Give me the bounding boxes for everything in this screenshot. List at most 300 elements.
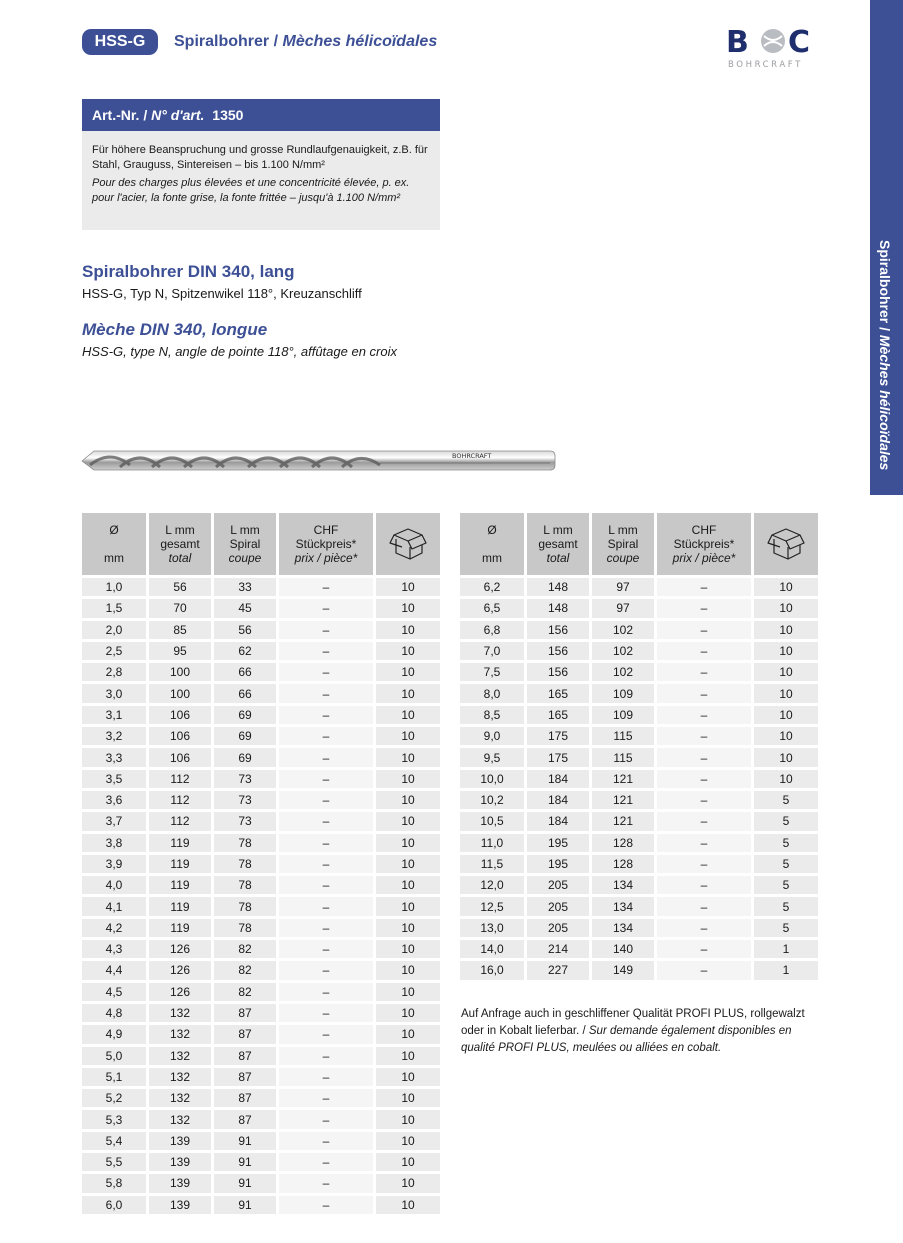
- col-total-length: L mm gesamt total: [527, 513, 589, 575]
- cell-total-length: 119: [149, 919, 211, 937]
- cell-total-length: 184: [527, 812, 589, 830]
- cell-flute-length: 45: [214, 599, 276, 617]
- drill-bit-image: [80, 443, 558, 478]
- cell-diameter: 6,8: [460, 621, 524, 639]
- cell-total-length: 205: [527, 919, 589, 937]
- cell-price: –: [657, 834, 751, 852]
- cell-diameter: 3,9: [82, 855, 146, 873]
- cell-price: –: [279, 1047, 373, 1065]
- table-row: [82, 961, 440, 979]
- cell-price: –: [279, 642, 373, 660]
- cell-pack-qty: 10: [754, 748, 818, 766]
- cell-total-length: 132: [149, 1004, 211, 1022]
- cell-total-length: 148: [527, 578, 589, 596]
- cell-diameter: 4,8: [82, 1004, 146, 1022]
- table-row: [82, 855, 440, 873]
- cell-price: –: [657, 961, 751, 979]
- article-number-bar: [82, 99, 440, 131]
- cell-price: –: [657, 812, 751, 830]
- table-row: [460, 663, 818, 681]
- cell-total-length: 175: [527, 748, 589, 766]
- table-row: [82, 1132, 440, 1150]
- cell-pack-qty: 10: [376, 1004, 440, 1022]
- cell-price: –: [279, 684, 373, 702]
- table-row: [460, 684, 818, 702]
- cell-flute-length: 69: [214, 748, 276, 766]
- box-icon: [766, 525, 806, 561]
- cell-flute-length: 102: [592, 663, 654, 681]
- cell-flute-length: 73: [214, 812, 276, 830]
- table-row: [460, 940, 818, 958]
- cell-flute-length: 78: [214, 897, 276, 915]
- page-title: [174, 33, 437, 51]
- cell-diameter: 11,5: [460, 855, 524, 873]
- cell-price: –: [279, 748, 373, 766]
- cell-flute-length: 121: [592, 770, 654, 788]
- cell-diameter: 10,2: [460, 791, 524, 809]
- table-row: [82, 1068, 440, 1086]
- cell-price: –: [279, 983, 373, 1001]
- cell-total-length: 119: [149, 834, 211, 852]
- cell-total-length: 106: [149, 706, 211, 724]
- cell-pack-qty: 10: [376, 1047, 440, 1065]
- cell-pack-qty: 10: [754, 599, 818, 617]
- table-row: [82, 663, 440, 681]
- article-description: [82, 131, 440, 206]
- cell-total-length: 100: [149, 684, 211, 702]
- svg-text:C: C: [788, 25, 811, 60]
- cell-diameter: 10,0: [460, 770, 524, 788]
- table-row: [82, 727, 440, 745]
- cell-diameter: 5,4: [82, 1132, 146, 1150]
- table-row: [460, 897, 818, 915]
- cell-pack-qty: 10: [376, 1068, 440, 1086]
- col-total-length: L mm gesamt total: [149, 513, 211, 575]
- table-row: [82, 919, 440, 937]
- cell-total-length: 139: [149, 1174, 211, 1192]
- cell-pack-qty: 10: [376, 812, 440, 830]
- cell-diameter: 4,0: [82, 876, 146, 894]
- cell-flute-length: 91: [214, 1153, 276, 1171]
- cell-total-length: 156: [527, 621, 589, 639]
- table-row: [82, 1025, 440, 1043]
- cell-total-length: 165: [527, 684, 589, 702]
- cell-diameter: 8,0: [460, 684, 524, 702]
- cell-price: –: [279, 791, 373, 809]
- table-row: [460, 599, 818, 617]
- cell-diameter: 10,5: [460, 812, 524, 830]
- cell-price: –: [657, 855, 751, 873]
- table-row: [460, 578, 818, 596]
- cell-price: –: [279, 1004, 373, 1022]
- cell-total-length: 165: [527, 706, 589, 724]
- cell-flute-length: 97: [592, 599, 654, 617]
- cell-price: –: [279, 706, 373, 724]
- table-row: [82, 1047, 440, 1065]
- cell-flute-length: 134: [592, 919, 654, 937]
- cell-total-length: 184: [527, 791, 589, 809]
- cell-flute-length: 91: [214, 1174, 276, 1192]
- cell-total-length: 56: [149, 578, 211, 596]
- side-tab-label-fr: Mèches hélicoïdales: [877, 334, 893, 471]
- cell-pack-qty: 10: [376, 919, 440, 937]
- cell-total-length: 126: [149, 961, 211, 979]
- cell-pack-qty: 10: [376, 663, 440, 681]
- table-row: [460, 855, 818, 873]
- brand-logo-text: BOHRCRAFT: [728, 60, 803, 70]
- cell-diameter: 5,0: [82, 1047, 146, 1065]
- svg-text:B: B: [726, 25, 749, 60]
- cell-diameter: 12,5: [460, 897, 524, 915]
- cell-total-length: 148: [527, 599, 589, 617]
- cell-flute-length: 91: [214, 1132, 276, 1150]
- table-row: [82, 834, 440, 852]
- cell-flute-length: 82: [214, 983, 276, 1001]
- cell-flute-length: 78: [214, 855, 276, 873]
- drill-engraving: BOHRCRAFT: [452, 452, 492, 460]
- cell-diameter: 9,5: [460, 748, 524, 766]
- cell-total-length: 106: [149, 727, 211, 745]
- cell-total-length: 119: [149, 876, 211, 894]
- cell-price: –: [657, 706, 751, 724]
- article-number: 1350: [212, 107, 244, 123]
- article-box: [82, 99, 440, 230]
- cell-price: –: [657, 919, 751, 937]
- note-de: Auf Anfrage auch in geschliffener Qualität PROFI PLUS, rollgewalzt oder in Kobalt lieferbar. /: [461, 1008, 805, 1037]
- cell-diameter: 5,8: [82, 1174, 146, 1192]
- cell-price: –: [657, 684, 751, 702]
- cell-diameter: 14,0: [460, 940, 524, 958]
- cell-price: –: [279, 855, 373, 873]
- cell-pack-qty: 5: [754, 812, 818, 830]
- cell-pack-qty: 10: [376, 855, 440, 873]
- cell-pack-qty: 10: [376, 748, 440, 766]
- cell-price: –: [657, 770, 751, 788]
- table-row: [82, 642, 440, 660]
- side-tab: [870, 0, 903, 495]
- cell-price: –: [657, 748, 751, 766]
- cell-diameter: 3,2: [82, 727, 146, 745]
- cell-diameter: 3,7: [82, 812, 146, 830]
- cell-diameter: 3,6: [82, 791, 146, 809]
- cell-pack-qty: 10: [754, 621, 818, 639]
- cell-total-length: 132: [149, 1089, 211, 1107]
- article-label-fr: N° d'art.: [151, 107, 205, 123]
- cell-flute-length: 128: [592, 834, 654, 852]
- table-row: [82, 791, 440, 809]
- cell-total-length: 119: [149, 897, 211, 915]
- col-pack-qty: [376, 513, 440, 575]
- cell-pack-qty: 10: [376, 897, 440, 915]
- cell-total-length: 112: [149, 812, 211, 830]
- cell-total-length: 112: [149, 770, 211, 788]
- table-row: [82, 1153, 440, 1171]
- cell-total-length: 214: [527, 940, 589, 958]
- cell-flute-length: 102: [592, 642, 654, 660]
- cell-flute-length: 149: [592, 961, 654, 979]
- cell-total-length: 195: [527, 834, 589, 852]
- col-price: CHF Stückpreis* prix / pièce*: [279, 513, 373, 575]
- cell-total-length: 139: [149, 1196, 211, 1214]
- cell-flute-length: 66: [214, 663, 276, 681]
- cell-pack-qty: 10: [754, 770, 818, 788]
- cell-price: –: [279, 663, 373, 681]
- cell-pack-qty: 1: [754, 961, 818, 979]
- availability-note: [461, 1006, 821, 1057]
- cell-flute-length: 87: [214, 1110, 276, 1128]
- cell-flute-length: 87: [214, 1068, 276, 1086]
- table-row: [82, 812, 440, 830]
- side-tab-label-de: Spiralbohrer /: [877, 240, 893, 332]
- table-row: [460, 706, 818, 724]
- cell-diameter: 3,1: [82, 706, 146, 724]
- cell-flute-length: 134: [592, 897, 654, 915]
- cell-diameter: 3,8: [82, 834, 146, 852]
- cell-diameter: 3,3: [82, 748, 146, 766]
- table-row: [460, 961, 818, 979]
- cell-pack-qty: 5: [754, 855, 818, 873]
- cell-total-length: 195: [527, 855, 589, 873]
- cell-diameter: 1,5: [82, 599, 146, 617]
- cell-flute-length: 78: [214, 834, 276, 852]
- cell-price: –: [657, 727, 751, 745]
- cell-total-length: 85: [149, 621, 211, 639]
- cell-flute-length: 56: [214, 621, 276, 639]
- cell-pack-qty: 5: [754, 897, 818, 915]
- cell-diameter: 4,3: [82, 940, 146, 958]
- table-row: [82, 1174, 440, 1192]
- table-row: [460, 727, 818, 745]
- cell-price: –: [279, 940, 373, 958]
- cell-flute-length: 62: [214, 642, 276, 660]
- cell-price: –: [279, 897, 373, 915]
- cell-pack-qty: 10: [376, 706, 440, 724]
- col-flute-length: L mm Spiral coupe: [592, 513, 654, 575]
- cell-price: –: [657, 578, 751, 596]
- cell-total-length: 205: [527, 897, 589, 915]
- article-desc-fr: Pour des charges plus élevées et une concentricité élevée, p. ex. pour l'acier, la fonte grise, la fonte frittée – jusqu'à 1.100 N/mm²: [92, 177, 410, 204]
- page-title-fr: Mèches hélicoïdales: [282, 33, 438, 50]
- cell-price: –: [657, 663, 751, 681]
- cell-pack-qty: 10: [376, 1110, 440, 1128]
- cell-flute-length: 109: [592, 706, 654, 724]
- cell-price: –: [657, 621, 751, 639]
- product-title-fr: Mèche DIN 340, longue: [82, 320, 268, 339]
- article-label-de: Art.-Nr. /: [92, 107, 148, 123]
- cell-total-length: 106: [149, 748, 211, 766]
- cell-diameter: 4,4: [82, 961, 146, 979]
- cell-flute-length: 33: [214, 578, 276, 596]
- cell-price: –: [279, 770, 373, 788]
- table-row: [82, 940, 440, 958]
- table-row: [82, 770, 440, 788]
- note-fr: Sur demande également disponibles en qualité PROFI PLUS, meulées ou alliées en cobalt.: [461, 1025, 792, 1054]
- cell-diameter: 3,5: [82, 770, 146, 788]
- cell-flute-length: 115: [592, 727, 654, 745]
- cell-pack-qty: 10: [376, 727, 440, 745]
- cell-price: –: [279, 1025, 373, 1043]
- cell-pack-qty: 10: [376, 621, 440, 639]
- cell-pack-qty: 10: [376, 940, 440, 958]
- cell-total-length: 126: [149, 983, 211, 1001]
- cell-pack-qty: 10: [754, 706, 818, 724]
- cell-diameter: 13,0: [460, 919, 524, 937]
- cell-diameter: 3,0: [82, 684, 146, 702]
- cell-flute-length: 73: [214, 791, 276, 809]
- table-header-row: [82, 513, 440, 575]
- cell-price: –: [279, 1153, 373, 1171]
- cell-total-length: 156: [527, 642, 589, 660]
- table-row: [82, 1110, 440, 1128]
- cell-price: –: [279, 919, 373, 937]
- cell-price: –: [279, 727, 373, 745]
- cell-flute-length: 87: [214, 1047, 276, 1065]
- cell-price: –: [657, 791, 751, 809]
- cell-pack-qty: 10: [376, 1132, 440, 1150]
- cell-total-length: 132: [149, 1068, 211, 1086]
- table-row: [82, 876, 440, 894]
- cell-total-length: 139: [149, 1153, 211, 1171]
- cell-flute-length: 128: [592, 855, 654, 873]
- cell-pack-qty: 10: [376, 599, 440, 617]
- cell-flute-length: 121: [592, 791, 654, 809]
- cell-flute-length: 102: [592, 621, 654, 639]
- cell-pack-qty: 10: [376, 770, 440, 788]
- cell-total-length: 184: [527, 770, 589, 788]
- cell-diameter: 5,2: [82, 1089, 146, 1107]
- cell-price: –: [279, 1196, 373, 1214]
- cell-total-length: 100: [149, 663, 211, 681]
- cell-total-length: 132: [149, 1025, 211, 1043]
- cell-diameter: 4,2: [82, 919, 146, 937]
- table-row: [460, 748, 818, 766]
- cell-pack-qty: 10: [376, 876, 440, 894]
- cell-diameter: 1,0: [82, 578, 146, 596]
- cell-pack-qty: 10: [754, 663, 818, 681]
- col-flute-length: L mm Spiral coupe: [214, 513, 276, 575]
- cell-diameter: 16,0: [460, 961, 524, 979]
- cell-pack-qty: 10: [754, 727, 818, 745]
- side-tab-label: [877, 240, 893, 470]
- cell-total-length: 139: [149, 1132, 211, 1150]
- table-row: [82, 897, 440, 915]
- cell-price: –: [657, 876, 751, 894]
- cell-price: –: [279, 621, 373, 639]
- cell-price: –: [279, 578, 373, 596]
- cell-diameter: 7,0: [460, 642, 524, 660]
- cell-pack-qty: 10: [376, 834, 440, 852]
- cell-pack-qty: 10: [376, 1196, 440, 1214]
- product-subtitle-fr: HSS-G, type N, angle de pointe 118°, affûtage en croix: [82, 344, 397, 359]
- cell-price: –: [279, 1110, 373, 1128]
- cell-price: –: [279, 1174, 373, 1192]
- cell-flute-length: 140: [592, 940, 654, 958]
- cell-price: –: [279, 1089, 373, 1107]
- cell-price: –: [657, 897, 751, 915]
- cell-pack-qty: 10: [376, 684, 440, 702]
- cell-pack-qty: 5: [754, 791, 818, 809]
- cell-diameter: 12,0: [460, 876, 524, 894]
- cell-diameter: 8,5: [460, 706, 524, 724]
- cell-flute-length: 134: [592, 876, 654, 894]
- cell-flute-length: 91: [214, 1196, 276, 1214]
- cell-price: –: [279, 876, 373, 894]
- cell-price: –: [657, 642, 751, 660]
- cell-price: –: [279, 1132, 373, 1150]
- cell-flute-length: 69: [214, 727, 276, 745]
- table-row: [460, 791, 818, 809]
- cell-pack-qty: 10: [376, 1025, 440, 1043]
- table-row: [82, 1004, 440, 1022]
- cell-diameter: 6,5: [460, 599, 524, 617]
- cell-total-length: 175: [527, 727, 589, 745]
- cell-total-length: 119: [149, 855, 211, 873]
- cell-total-length: 70: [149, 599, 211, 617]
- cell-flute-length: 69: [214, 706, 276, 724]
- cell-flute-length: 82: [214, 961, 276, 979]
- cell-total-length: 95: [149, 642, 211, 660]
- cell-flute-length: 78: [214, 919, 276, 937]
- cell-diameter: 6,0: [82, 1196, 146, 1214]
- cell-diameter: 4,9: [82, 1025, 146, 1043]
- cell-flute-length: 87: [214, 1025, 276, 1043]
- table-row: [82, 706, 440, 724]
- cell-pack-qty: 10: [754, 578, 818, 596]
- table-row: [82, 1196, 440, 1214]
- cell-diameter: 4,5: [82, 983, 146, 1001]
- table-row: [460, 770, 818, 788]
- cell-flute-length: 115: [592, 748, 654, 766]
- cell-flute-length: 109: [592, 684, 654, 702]
- cell-total-length: 132: [149, 1110, 211, 1128]
- cell-total-length: 227: [527, 961, 589, 979]
- cell-diameter: 11,0: [460, 834, 524, 852]
- cell-flute-length: 87: [214, 1089, 276, 1107]
- spec-table-right: [457, 510, 821, 983]
- cell-pack-qty: 10: [376, 642, 440, 660]
- table-row: [82, 578, 440, 596]
- cell-total-length: 132: [149, 1047, 211, 1065]
- cell-price: –: [279, 812, 373, 830]
- cell-price: –: [279, 834, 373, 852]
- col-diameter: Ø mm: [460, 513, 524, 575]
- cell-pack-qty: 10: [754, 684, 818, 702]
- cell-pack-qty: 10: [376, 961, 440, 979]
- table-row: [460, 834, 818, 852]
- cell-pack-qty: 5: [754, 919, 818, 937]
- table-row: [82, 1089, 440, 1107]
- table-row: [460, 642, 818, 660]
- cell-diameter: 4,1: [82, 897, 146, 915]
- cell-diameter: 6,2: [460, 578, 524, 596]
- table-header-row: [460, 513, 818, 575]
- product-subtitle-de: HSS-G, Typ N, Spitzenwikel 118°, Kreuzanschliff: [82, 286, 362, 301]
- cell-pack-qty: 1: [754, 940, 818, 958]
- cell-flute-length: 97: [592, 578, 654, 596]
- cell-flute-length: 121: [592, 812, 654, 830]
- cell-total-length: 156: [527, 663, 589, 681]
- category-badge: HSS-G: [82, 29, 158, 55]
- cell-diameter: 7,5: [460, 663, 524, 681]
- cell-pack-qty: 10: [376, 791, 440, 809]
- cell-diameter: 2,5: [82, 642, 146, 660]
- table-row: [460, 812, 818, 830]
- table-row: [460, 919, 818, 937]
- cell-diameter: 2,0: [82, 621, 146, 639]
- cell-diameter: 5,1: [82, 1068, 146, 1086]
- cell-total-length: 112: [149, 791, 211, 809]
- product-title-de: Spiralbohrer DIN 340, lang: [82, 262, 295, 281]
